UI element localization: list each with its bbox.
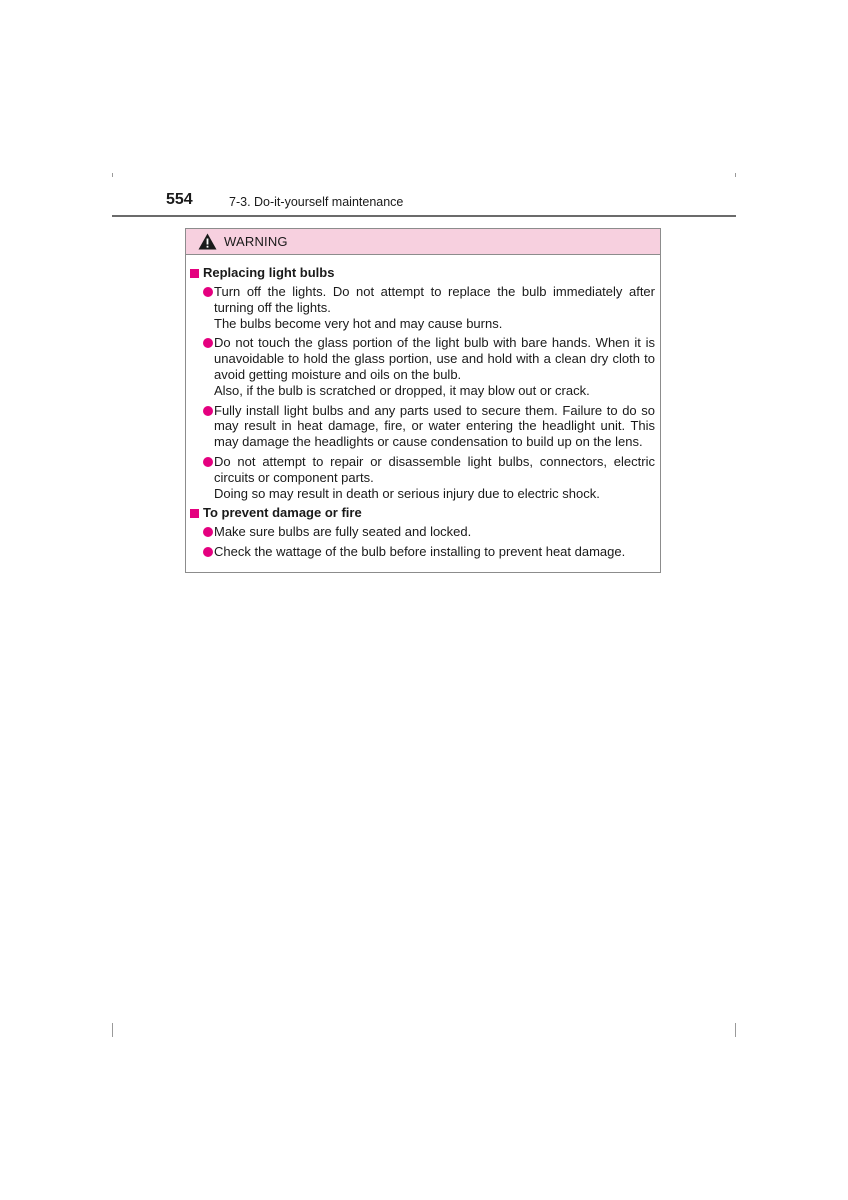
list-item [190,284,655,331]
square-bullet-icon [190,269,199,278]
section-heading [190,265,655,281]
warning-header [186,229,660,255]
list-item [190,544,655,560]
section-heading [190,505,655,521]
list-item [190,335,655,398]
warning-section [190,265,655,501]
item-text: Turn off the lights. Do not attempt to replace the bulb immediately after turning off the lights. [214,284,655,315]
list-item [190,524,655,540]
item-text: Also, if the bulb is scratched or dropped, it may blow out or crack. [214,382,590,398]
item-text: Doing so may result in death or serious injury due to electric shock. [214,485,600,501]
list-item [190,403,655,450]
item-text: Check the wattage of the bulb before installing to prevent heat damage. [214,544,626,560]
section-title: 7-3. Do-it-yourself maintenance [229,195,404,209]
circle-bullet-icon [203,287,213,297]
item-text: Make sure bulbs are fully seated and locked. [214,524,472,540]
crop-mark-bottom-left [112,1023,113,1037]
square-bullet-icon [190,509,199,518]
item-text: The bulbs become very hot and may cause burns. [214,315,503,331]
circle-bullet-icon [203,527,213,537]
crop-mark-bottom-right [735,1023,736,1037]
item-text: Do not touch the glass portion of the light bulb with bare hands. When it is unavoidable to hold the glass portion, use and hold with a clean dry cloth to avoid getting moisture and oils on the bulb. [214,335,655,382]
circle-bullet-icon [203,547,213,557]
warning-box [185,228,661,573]
section-heading-text: To prevent damage or fire [203,505,362,521]
warning-section [190,505,655,560]
crop-mark-top-right [735,173,736,177]
list-item [190,454,655,501]
header-rule [112,215,736,217]
page-header [112,188,736,218]
item-text: Do not attempt to repair or disassemble light bulbs, connectors, electric circuits or component parts. [214,453,655,485]
item-text: Fully install light bulbs and any parts used to secure them. Failure to do so may result in heat damage, fire, or water entering the headlight unit. This may damage the headlights or cause condensation to build up on the lens. [214,402,655,450]
crop-mark-top-left [112,173,113,177]
page-number: 554 [166,191,193,208]
circle-bullet-icon [203,338,213,348]
warning-label: WARNING [224,234,288,249]
section-heading-text: Replacing light bulbs [203,265,335,280]
warning-triangle-icon [198,233,217,250]
circle-bullet-icon [203,457,213,467]
circle-bullet-icon [203,406,213,416]
warning-body [186,255,660,560]
